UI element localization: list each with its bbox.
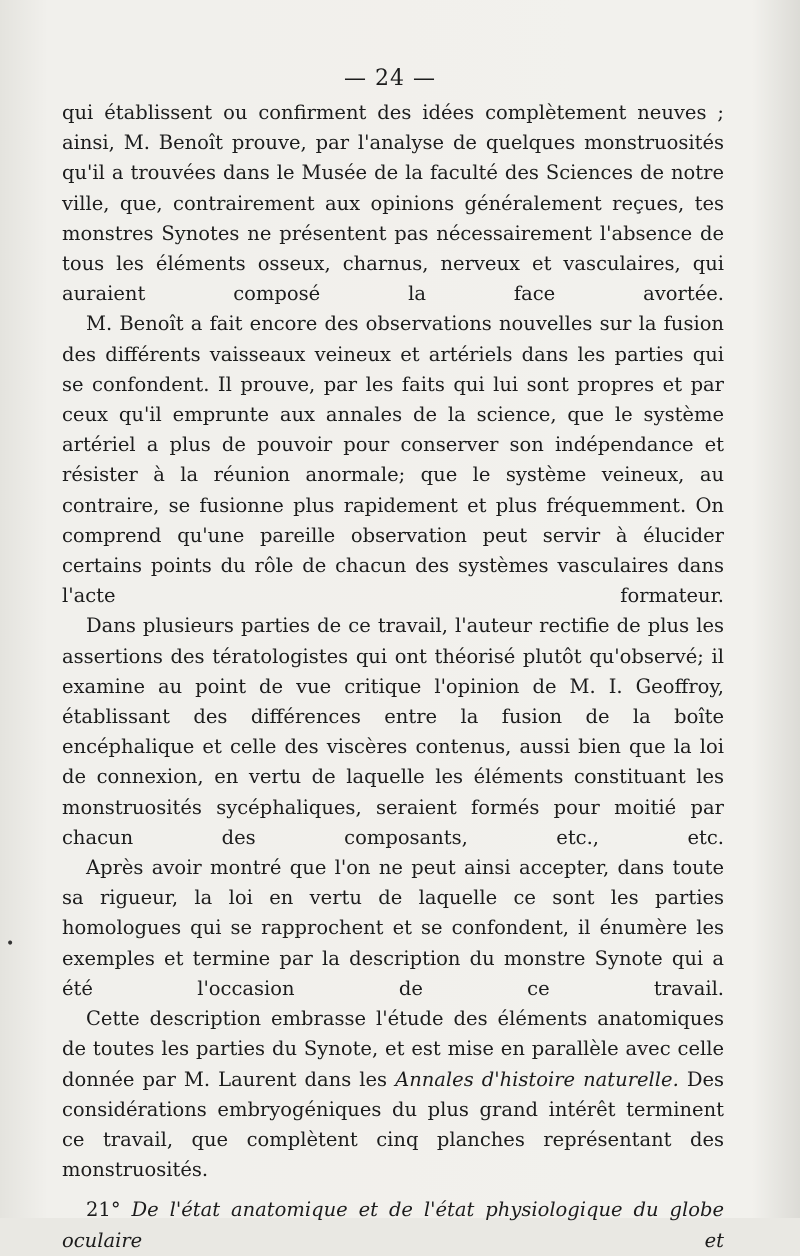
margin-mark: • <box>6 936 15 952</box>
paragraph-5 <box>62 1004 724 1185</box>
page-number: — 24 — <box>344 66 436 91</box>
paragraph-5-start: Cette description embrasse l'étude des éléments anatomiques de toutes les parties du Synote, et est mise en parallèle avec celle donnée par M. Laurent dans les <box>62 1007 724 1091</box>
paragraph-1: qui établissent ou confirment des idées complètement neuves ; ainsi, M. Benoît prouve, par l'analyse de quelques monstruosités qu'il a trouvées dans le Musée de la faculté des Sciences de notre ville, que, contrairement aux opinions généralement reçues, tes monstres Synotes ne présentent pas nécessairement l'absence de tous les éléments osseux, charnus, nerveux et vasculaires, qui auraient composé la face avortée. <box>62 101 724 306</box>
journal-title: Annales d'histoire naturelle. <box>395 1067 679 1091</box>
paragraph-3: Dans plusieurs parties de ce travail, l'auteur rectifie de plus les assertions des tératologistes qui ont théorisé plutôt qu'observé; il examine au point de vue critique l'opinion de M. I. Geoffroy, établissant des différences entre la fusion de la boîte encéphalique et celle des viscères contenus, aussi bien que la loi de connexion, en vertu de laquelle les éléments constituant les monstruosités sycéphaliques, seraient formés pour moitié par chacun des composants, etc., etc. <box>62 614 724 849</box>
paragraph-2: M. Benoît a fait encore des observations nouvelles sur la fusion des différents vaisseaux veineux et artériels dans les parties qui se confondent. Il prouve, par les faits qui lui sont propres et par ceux qu'il emprunte aux annales de la science, que le système artériel a plus de pouvoir pour conserver son indépendance et résister à la réunion anormale; que le système veineux, au contraire, se fusionne plus rapidement et plus fréquemment. On comprend qu'une pareille observation peut servir à élucider certains points du rôle de chacun des systèmes vasculaires dans l'acte formateur. <box>62 312 724 608</box>
section-number: 21° <box>86 1198 121 1222</box>
section-heading <box>62 1195 724 1255</box>
paragraph-5-end: Des considérations embryogéniques du plus grand intérêt terminent ce travail, que complètent cinq planches représentant des monstruosités. <box>62 1067 725 1182</box>
body-text <box>62 98 724 1256</box>
section-title: De l'état anatomique et de l'état physiologique du globe oculaire et <box>62 1198 724 1252</box>
paragraph-4: Après avoir montré que l'on ne peut ainsi accepter, dans toute sa rigueur, la loi en vertu de laquelle ce sont les parties homologues qui se rapprochent et se confondent, il énumère les exemples et termine par la description du monstre Synote qui a été l'occasion de ce travail. <box>62 856 724 1000</box>
